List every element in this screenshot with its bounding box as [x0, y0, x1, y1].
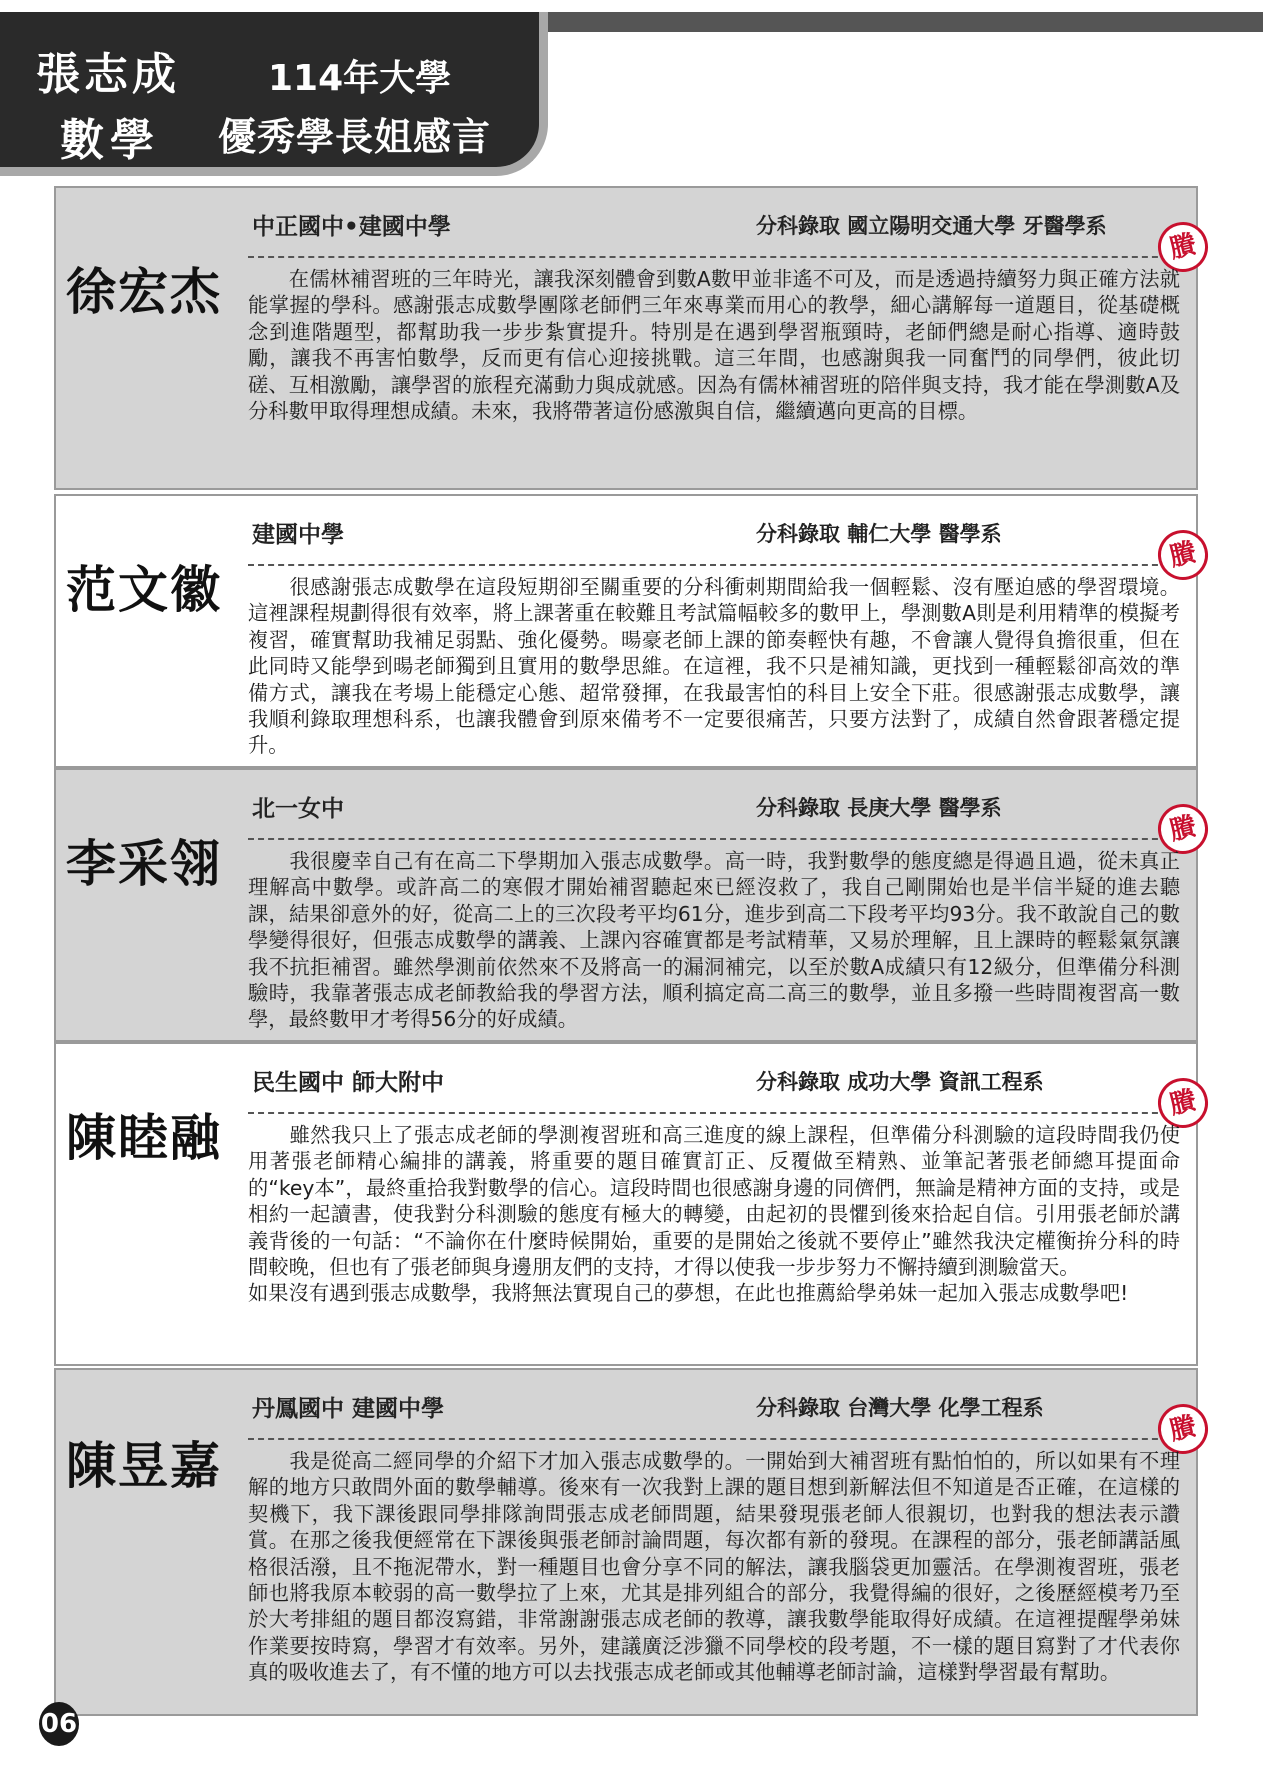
dashed-divider	[248, 256, 1178, 258]
testimonial-text: 在儒林補習班的三年時光，讓我深刻體會到數A數甲並非遙不可及，而是透過持續努力與正確方法就能掌握的學科。感謝張志成數學團隊老師們三年來專業而用心的教學，細心講解每一道題目，從基礎概念到進階題型，都幫助我一步步紮實提升。特別是在遇到學習瓶頸時，老師們總是耐心指導、適時鼓勵，讓我不再害怕數學，反而更有信心迎接挑戰。這三年間，也感謝與我一同奮鬥的同學們，彼此切磋、互相激勵，讓學習的旅程充滿動力與成就感。因為有儒林補習班的陪伴與支持，我才能在學測數A及分科數甲取得理想成績。未來，我將帶著這份感激與自信，繼續邁向更高的目標。	[248, 267, 1180, 424]
dashed-divider	[248, 1438, 1178, 1440]
year-label: 114年大學	[268, 58, 452, 99]
testimonial-card	[54, 1042, 1198, 1366]
school-path: 北一女中	[252, 796, 344, 822]
seal-stamp-icon: 賸	[1153, 799, 1214, 860]
testimonial-card	[54, 1368, 1198, 1716]
dashed-divider	[248, 564, 1178, 566]
dashed-divider	[248, 1112, 1178, 1114]
seal-stamp-icon: 賸	[1153, 217, 1214, 278]
seal-stamp-icon: 賸	[1153, 1073, 1214, 1134]
subject-label: 數學	[60, 115, 160, 166]
testimonial-text: 我很慶幸自己有在高二下學期加入張志成數學。高一時，我對數學的態度總是得過且過，從未真正理解高中數學。或許高二的寒假才開始補習聽起來已經沒救了，我自己剛開始也是半信半疑的進去聽課，結果卻意外的好，從高二上的三次段考平均61分，進步到高二下段考平均93分。我不敢說自己的數學變得很好，但張志成數學的講義、上課內容確實都是考試精華，又易於理解，且上課時的輕鬆氣氛讓我不抗拒補習。雖然學測前依然來不及將高一的漏洞補完，以至於數A成績只有12級分，但準備分科測驗時，我靠著張志成老師教給我的學習方法，順利搞定高二高三的數學，並且多撥一些時間複習高一數學，最終數甲才考得56分的好成績。	[248, 849, 1180, 1032]
dashed-divider	[248, 838, 1178, 840]
admission-info: 分科錄取 成功大學 資訊工程系	[756, 1070, 1044, 1094]
seal-stamp-icon: 賸	[1153, 525, 1214, 586]
page-number: 06	[39, 1702, 79, 1746]
page-title: 優秀學長姐感言	[218, 115, 492, 159]
school-path: 丹鳳國中 建國中學	[252, 1396, 445, 1422]
testimonial-card	[54, 768, 1198, 1042]
testimonial-card	[54, 186, 1198, 490]
school-path: 中正國中•建國中學	[252, 214, 451, 240]
admission-info: 分科錄取 長庚大學 醫學系	[756, 796, 1002, 820]
testimonial-text: 很感謝張志成數學在這段短期卻至關重要的分科衝刺期間給我一個輕鬆、沒有壓迫感的學習環境。這裡課程規劃得很有效率，將上課著重在較難且考試篇幅較多的數甲上，學測數A則是利用精準的模擬考複習，確實幫助我補足弱點、強化優勢。暘豪老師上課的節奏輕快有趣，不會讓人覺得負擔很重，但在此同時又能學到暘老師獨到且實用的數學思維。在這裡，我不只是補知識，更找到一種輕鬆卻高效的準備方式，讓我在考場上能穩定心態、超常發揮，在我最害怕的科目上安全下莊。很感謝張志成數學，讓我順利錄取理想科系，也讓我體會到原來備考不一定要很痛苦，只要方法對了，成績自然會跟著穩定提升。	[248, 575, 1180, 758]
testimonial-card	[54, 494, 1198, 768]
testimonial-text: 我是從高二經同學的介紹下才加入張志成數學的。一開始到大補習班有點怕怕的，所以如果有不理解的地方只敢問外面的數學輔導。後來有一次我對上課的題目想到新解法但不知道是否正確，在這樣的契機下，我下課後跟同學排隊詢問張志成老師問題，結果發現張老師人很親切，也對我的想法表示讚賞。在那之後我便經常在下課後與張老師討論問題，每次都有新的發現。在課程的部分，張老師講話風格很活潑，且不拖泥帶水，對一種題目也會分享不同的解法，讓我腦袋更加靈活。在學測複習班，張老師也將我原本較弱的高一數學拉了上來，尤其是排列組合的部分，我覺得編的很好，之後歷經模考乃至於大考排組的題目都沒寫錯，非常謝謝張志成老師的教導，讓我數學能取得好成績。在這裡提醒學弟妹作業要按時寫，學習才有效率。另外，建議廣泛涉獵不同學校的段考題，不一樣的題目寫對了才代表你真的吸收進去了，有不懂的地方可以去找張志成老師或其他輔導老師討論，這樣對學習最有幫助。	[248, 1449, 1180, 1685]
school-path: 民生國中 師大附中	[252, 1070, 445, 1096]
seal-stamp-icon: 賸	[1153, 1399, 1214, 1460]
teacher-name: 張志成	[36, 49, 180, 100]
admission-info: 分科錄取 台灣大學 化學工程系	[756, 1396, 1044, 1420]
student-name: 范文徽	[66, 561, 222, 619]
page-header	[0, 12, 548, 176]
student-name: 陳睦融	[66, 1109, 222, 1167]
school-path: 建國中學	[252, 522, 344, 548]
student-name: 李采翎	[66, 835, 222, 893]
student-name: 陳昱嘉	[66, 1437, 222, 1495]
admission-info: 分科錄取 國立陽明交通大學 牙醫學系	[756, 214, 1107, 238]
admission-info: 分科錄取 輔仁大學 醫學系	[756, 522, 1002, 546]
testimonial-text: 雖然我只上了張志成老師的學測複習班和高三進度的線上課程，但準備分科測驗的這段時間我仍使用著張老師精心編排的講義，將重要的題目確實訂正、反覆做至精熟、並筆記著張老師總耳提面命的“key本”，最終重拾我對數學的信心。這段時間也很感謝身邊的同儕們，無論是精神方面的支持，或是相約一起讀書，使我對分科測驗的態度有極大的轉變，由起初的畏懼到後來拾起自信。引用張老師於講義背後的一句話：“不論你在什麼時候開始，重要的是開始之後就不要停止”雖然我決定權衡拚分科的時間較晚，但也有了張老師與身邊朋友們的支持，才得以使我一步步努力不懈持續到測驗當天。 如果沒有遇到張志成數學，我將無法實現自己的夢想，在此也推薦給學弟妹一起加入張志成數學吧!	[248, 1123, 1180, 1306]
student-name: 徐宏杰	[66, 263, 222, 321]
